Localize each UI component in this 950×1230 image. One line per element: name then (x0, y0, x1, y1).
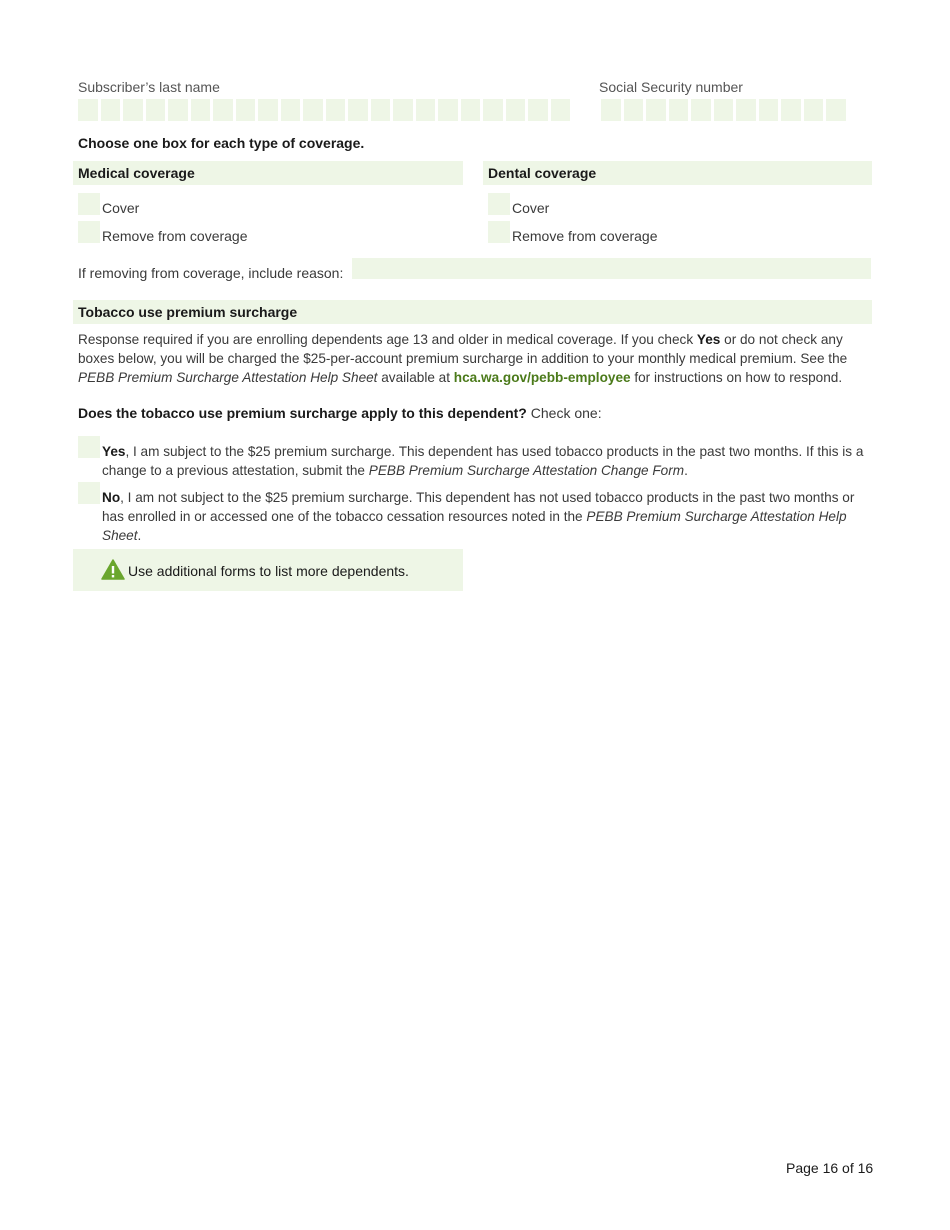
tobacco-description (78, 330, 868, 387)
character-cell[interactable] (826, 99, 846, 121)
tobacco-question (78, 405, 602, 421)
last-name-label: Subscriber’s last name (78, 79, 220, 95)
tobacco-text-yes: Yes (696, 332, 721, 347)
character-cell[interactable] (461, 99, 481, 121)
tobacco-yes-option (102, 442, 868, 480)
character-cell[interactable] (326, 99, 346, 121)
page-number: Page 16 of 16 (786, 1160, 874, 1176)
tobacco-question-text: Does the tobacco use premium surcharge apply to this dependent? (78, 405, 527, 421)
no-end: . (137, 528, 142, 543)
character-cell[interactable] (714, 99, 734, 121)
character-cell[interactable] (438, 99, 458, 121)
dental-cover-checkbox[interactable] (488, 193, 510, 215)
character-cell[interactable] (123, 99, 143, 121)
medical-remove-label: Remove from coverage (102, 228, 248, 244)
no-label: No (102, 490, 121, 505)
yes-label: Yes (102, 444, 126, 459)
dental-coverage-header: Dental coverage (483, 161, 872, 185)
character-cell[interactable] (483, 99, 503, 121)
character-cell[interactable] (281, 99, 301, 121)
no-text: , I am not subject to the $25 premium surcharge. This dependent has not used tobacco products in the past two months or has enrolled in or accessed one of the tobacco cessation resources noted in the (102, 490, 855, 524)
character-cell[interactable] (646, 99, 666, 121)
check-one-label: Check one: (526, 405, 602, 421)
character-cell[interactable] (213, 99, 233, 121)
character-cell[interactable] (348, 99, 368, 121)
tobacco-text-4: for instructions on how to respond. (630, 370, 843, 385)
character-cell[interactable] (601, 99, 621, 121)
tobacco-header: Tobacco use premium surcharge (73, 300, 872, 324)
character-cell[interactable] (78, 99, 98, 121)
reason-label: If removing from coverage, include reason: (78, 265, 344, 281)
tobacco-yes-checkbox[interactable] (78, 436, 100, 458)
character-cell[interactable] (101, 99, 121, 121)
help-sheet-title-2: PEBB Premium Surcharge Attestation Help Sheet (102, 509, 847, 543)
reason-input[interactable] (352, 258, 871, 279)
character-cell[interactable] (506, 99, 526, 121)
dental-remove-label: Remove from coverage (512, 228, 658, 244)
note-text: Use additional forms to list more dependents. (128, 563, 409, 579)
character-cell[interactable] (804, 99, 824, 121)
character-cell[interactable] (371, 99, 391, 121)
character-cell[interactable] (236, 99, 256, 121)
character-cell[interactable] (528, 99, 548, 121)
warning-icon (101, 559, 125, 585)
change-form-title: PEBB Premium Surcharge Attestation Change Form (368, 463, 685, 478)
character-cell[interactable] (191, 99, 211, 121)
character-cell[interactable] (168, 99, 188, 121)
character-cell[interactable] (393, 99, 413, 121)
yes-text: , I am subject to the $25 premium surcharge. This dependent has used tobacco products in the past two months. If this is a change to a previous attestation, submit the (102, 444, 864, 478)
medical-coverage-header: Medical coverage (73, 161, 463, 185)
tobacco-text-3: available at (377, 370, 454, 385)
help-sheet-title: PEBB Premium Surcharge Attestation Help Sheet (78, 370, 378, 385)
last-name-field[interactable] (78, 99, 570, 121)
dental-cover-label: Cover (512, 200, 550, 216)
character-cell[interactable] (146, 99, 166, 121)
character-cell[interactable] (759, 99, 779, 121)
tobacco-no-option (102, 488, 868, 545)
additional-forms-note (73, 549, 463, 591)
coverage-instruction: Choose one box for each type of coverage. (78, 135, 365, 151)
character-cell[interactable] (691, 99, 711, 121)
character-cell[interactable] (781, 99, 801, 121)
medical-remove-checkbox[interactable] (78, 221, 100, 243)
character-cell[interactable] (551, 99, 571, 121)
character-cell[interactable] (669, 99, 689, 121)
dental-remove-checkbox[interactable] (488, 221, 510, 243)
character-cell[interactable] (258, 99, 278, 121)
character-cell[interactable] (624, 99, 644, 121)
tobacco-no-checkbox[interactable] (78, 482, 100, 504)
character-cell[interactable] (736, 99, 756, 121)
tobacco-text-2: or do not check any boxes below, you will be charged the $25-per-account premium surcharge in addition to your monthly medical premium. See the (78, 332, 848, 366)
character-cell[interactable] (303, 99, 323, 121)
medical-cover-checkbox[interactable] (78, 193, 100, 215)
ssn-label: Social Security number (599, 79, 743, 95)
medical-cover-label: Cover (102, 200, 140, 216)
hca-link[interactable]: hca.wa.gov/pebb-employee (453, 370, 631, 385)
ssn-field[interactable] (601, 99, 846, 121)
tobacco-text-1: Response required if you are enrolling dependents age 13 and older in medical coverage. If you check (78, 332, 697, 347)
yes-end: . (684, 463, 688, 478)
character-cell[interactable] (416, 99, 436, 121)
